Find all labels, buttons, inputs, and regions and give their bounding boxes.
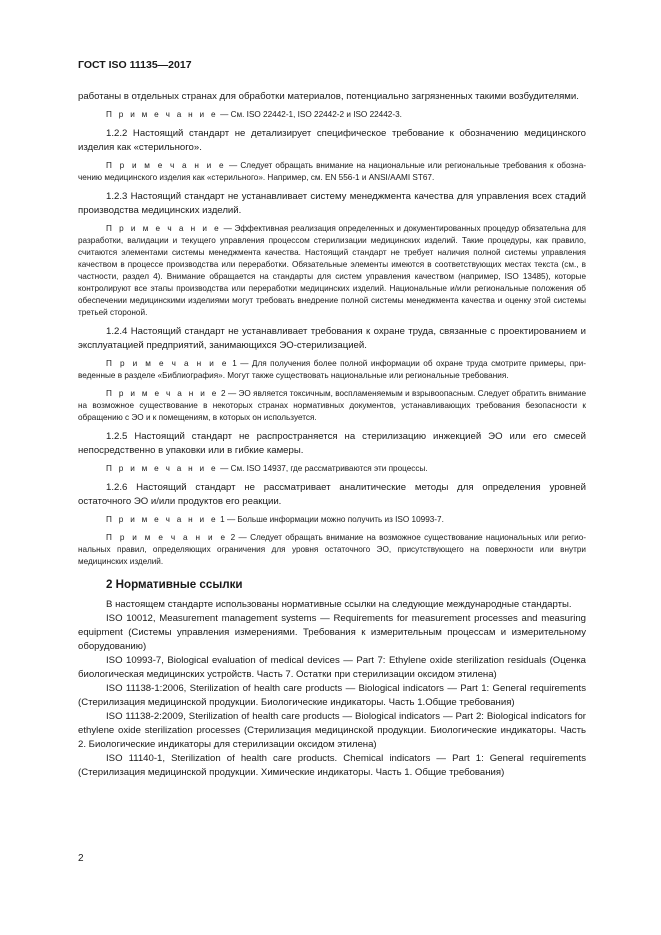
- note-label: П р и м е ч а н и е: [106, 464, 218, 473]
- clause-1-2-3: 1.2.3 Настоящий стандарт не устанавливает систему менеджмента качества для управления всех стадий производства медицинских изделий.: [78, 191, 586, 216]
- note-label: П р и м е ч а н и е: [106, 389, 219, 398]
- note: [78, 388, 586, 424]
- clause-1-2-4: 1.2.4 Настоящий стандарт не устанавливает требования к охране труда, связанные с проектированием и эксплуатацией предприятий, занимающихся ЭО-стерилизацией.: [78, 326, 586, 351]
- note-label: П р и м е ч а н и е: [106, 359, 229, 368]
- page-number: 2: [78, 853, 84, 864]
- reference-item: ISO 11138-1:2006, Sterilization of health care products — Biological indicators — Part 1: General requirements (Стерилизация медицинской продукции. Биологические индикаторы. Часть 1.Общие требования): [78, 683, 586, 708]
- reference-item: ISO 11140-1, Sterilization of health care products. Chemical indicators — Part 1: General requirements (Стерилизация медицинской продукции. Химические индикаторы. Часть 1. Общие требования): [78, 753, 586, 778]
- note: [78, 463, 586, 475]
- note-label: П р и м е ч а н и е: [106, 515, 218, 524]
- note-text: — Эффективная реализация определенных и документированных процедур обязательна для разработки, валидации и текущего управления процессом стерилизации медицинских изделий. Такие процедуры, как правило, считаются элементами системы менеджмента качества. Настоящий стандарт не требует наличия полной системы управления качеством в процессе производства или переработки. Обязательные элементы имеются в соответствующих местах текста (см., в частности, раздел 4). Внимание обращается на стандарты для систем управления качеством (например, ISO 13485), которые контролируют все этапы производства или переработки медицинских изделий. Национальные и/или региональные положения об обеспечении медицинскими изделиями могут требовать внедрение полной системы менеджмента качества и оценку этой системы третьей стороной.: [78, 224, 586, 317]
- note-text: — См. ISO 14937, где рассматриваются эти процессы.: [217, 464, 428, 473]
- note-text: 2 — Следует обращать внимание на возможное существование национальных или региональных правил, определяющих ограничения для уровня остаточного ЭО, присутствующего на поверхности или внутри медицинских изделий.: [78, 533, 586, 566]
- note-text: 1 — Для получения более полной информации об охране труда смотрите примеры, приведенные в разделе «Библиография». Могут также существовать национальные или региональные требования.: [78, 359, 586, 380]
- reference-item: ISO 10012, Measurement management systems — Requirements for measurement processes and measuring equipment (Системы управления измерениями. Требования к измерительным процессам и измерительному оборудованию): [78, 613, 586, 652]
- note-text: — См. ISO 22442-1, ISO 22442-2 и ISO 22442-3.: [217, 110, 402, 119]
- note-text: 1 — Больше информации можно получить из ISO 10993-7.: [217, 515, 444, 524]
- note-label: П р и м е ч а н и е: [106, 161, 226, 170]
- note: [78, 532, 586, 568]
- page-header-title: ГОСТ ISO 11135—2017: [78, 59, 192, 71]
- note: [78, 160, 586, 184]
- note: [78, 358, 586, 382]
- note: [78, 223, 586, 319]
- reference-item: ISO 11138-2:2009, Sterilization of health care products — Biological indicators — Part 2: Biological indicators for ethylene oxide sterilization processes (Стерилизация медицинской продукции. Биологические индикаторы. Часть 2. Биологические индикаторы для стерилизации оксидом этилена): [78, 711, 586, 750]
- note: [78, 514, 586, 526]
- reference-item: ISO 10993-7, Biological evaluation of medical devices — Part 7: Ethylene oxide sterilization residuals (Оценка биологическая медицинских устройств. Часть 7. Остатки при стерилизации оксидом этилена): [78, 655, 586, 680]
- note-text: — Следует обращать внимание на национальные или региональные требования к обозначению медицинского изделия как «стерильного». Например, см. EN 556-1 и ANSI/AAMI ST67.: [78, 161, 586, 182]
- paragraph: работаны в отдельных странах для обработки материалов, потенциально загрязненных такими возбудителями.: [78, 91, 579, 102]
- note-label: П р и м е ч а н и е: [106, 533, 228, 542]
- clause-1-2-2: 1.2.2 Настоящий стандарт не детализирует специфическое требование к обозначению медицинского изделия как «стерильного».: [78, 128, 586, 153]
- note-label: П р и м е ч а н и е: [106, 110, 218, 119]
- note-text: 2 — ЭО является токсичным, воспламеняемым и взрывоопасным. Следует обратить внимание на возможное существование в некоторых странах нормативных документов, устанавливающих требования безопасности к обращению с ЭО и к помещениям, в которых он используется.: [78, 389, 587, 422]
- section-intro: В настоящем стандарте использованы нормативные ссылки на следующие международные стандарты.: [106, 599, 572, 610]
- page-body: [78, 90, 586, 780]
- clause-1-2-5: 1.2.5 Настоящий стандарт не распространяется на стерилизацию инжекцией ЭО или его смесей непосредственно в упаковки или в гибкие камеры.: [78, 431, 586, 456]
- note-label: П р и м е ч а н и е: [106, 224, 221, 233]
- clause-1-2-6: 1.2.6 Настоящий стандарт не рассматривает аналитические методы для определения уровней остаточного ЭО и/или продуктов его реакции.: [78, 482, 586, 507]
- note: [78, 109, 586, 121]
- section-heading: 2 Нормативные ссылки: [106, 578, 243, 591]
